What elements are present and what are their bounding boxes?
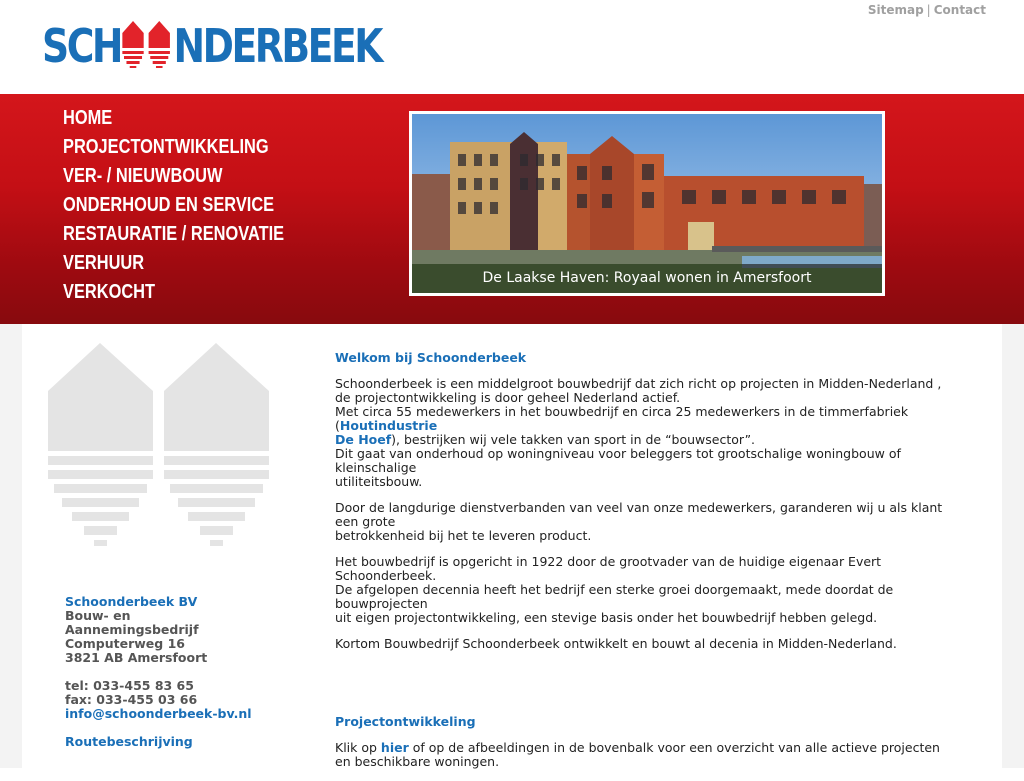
commitment-text-a: Door de langdurige dienstverbanden van veel van onze medewerkers, garanderen wij u als klant een grote (335, 500, 943, 529)
history-text-a: Het bouwbedrijf is opgericht in 1922 door de grootvader van de huidige eigenaar Evert Schoonderbeek. (335, 554, 882, 583)
address-street: Computerweg 16 (65, 636, 185, 651)
history-text-c: uit eigen projectontwikkeling, een stevige basis onder het bouwbedrijf hebben gelegd. (335, 610, 878, 625)
site-logo[interactable] (42, 18, 455, 76)
history-paragraph (335, 555, 955, 625)
nav-item-verkocht[interactable]: VERKOCHT (63, 281, 156, 303)
top-link-separator: | (926, 3, 931, 17)
contact-link[interactable]: Contact (933, 3, 986, 17)
logo-house-icons (121, 19, 173, 80)
hier-link[interactable]: hier (380, 740, 409, 755)
featured-project-photo[interactable] (409, 111, 885, 296)
address-tel: tel: 033-455 83 65 (65, 678, 194, 693)
photo-caption: De Laakse Haven: Royaal wonen in Amersfoort (412, 264, 882, 293)
de-hoef-link[interactable]: De Hoef (335, 432, 392, 447)
commitment-text-b: betrokkenheid bij het te leveren product. (335, 528, 592, 543)
address-fax: fax: 033-455 03 66 (65, 692, 198, 707)
address-gap-2 (65, 721, 285, 735)
address-line-2: Aannemingsbedrijf (65, 622, 199, 637)
nav-item-home[interactable]: HOME (63, 107, 113, 129)
main-nav (63, 104, 333, 307)
route-link[interactable]: Routebeschrijving (65, 734, 193, 749)
intro-paragraph (335, 377, 955, 489)
intro-text-b: Met circa 55 medewerkers in het bouwbedrijf en circa 25 medewerkers in de timmerfabriek ( (335, 404, 909, 433)
house-watermark-icon (48, 343, 270, 573)
address-gap (65, 665, 285, 679)
company-address (65, 595, 285, 749)
intro-text-d: Dit gaat van onderhoud op woningniveau voor beleggers tot grootschalige woningbouw of kleinschalige (335, 446, 901, 475)
proj-text-a: Klik op (335, 740, 381, 755)
company-name: Schoonderbeek BV (65, 594, 198, 609)
projectontwikkeling-title: Projectontwikkeling (335, 714, 476, 729)
intro-text-a: Schoonderbeek is een middelgroot bouwbedrijf dat zich richt op projecten in Midden-Nederland , de projectontwikkeling is door geheel Nederland actief. (335, 376, 942, 405)
nav-item-projectontwikkeling[interactable]: PROJECTONTWIKKELING (63, 136, 269, 158)
commitment-paragraph (335, 501, 955, 543)
section-spacer (335, 663, 955, 715)
intro-text-c: ), bestrijken wij vele takken van sport in de “bouwsector”. (391, 432, 756, 447)
intro-text-e: utiliteitsbouw. (335, 474, 423, 489)
nav-item-restauratie[interactable]: RESTAURATIE / RENOVATIE (63, 223, 285, 245)
nav-item-nieuwbouw[interactable]: VER- / NIEUWBOUW (63, 165, 223, 187)
logo-wordmark (42, 19, 381, 80)
address-line-1: Bouw- en (65, 608, 131, 623)
site-header (0, 0, 1024, 94)
logo-text-right: NDERBEEK (173, 18, 382, 73)
address-city: 3821 AB Amersfoort (65, 650, 208, 665)
email-link[interactable]: info@schoonderbeek-bv.nl (65, 706, 252, 721)
nav-item-verhuur[interactable]: VERHUUR (63, 252, 145, 274)
hero-banner (0, 94, 1024, 324)
logo-text-left: SCH (42, 18, 122, 73)
nav-item-onderhoud[interactable]: ONDERHOUD EN SERVICE (63, 194, 275, 216)
projectontwikkeling-paragraph (335, 741, 955, 769)
summary-paragraph: Kortom Bouwbedrijf Schoonderbeek ontwikkelt en bouwt al decenia in Midden-Nederland. (335, 636, 897, 651)
proj-text-b: of op de afbeeldingen in de bovenbalk voor een overzicht van alle actieve projecten en beschikbare woningen. (335, 740, 940, 769)
sitemap-link[interactable]: Sitemap (867, 3, 924, 17)
top-links (868, 3, 986, 17)
history-text-b: De afgelopen decennia heeft het bedrijf een sterke groei doorgemaakt, mede doordat de bouwprojecten (335, 582, 894, 611)
houtindustrie-link[interactable]: Houtindustrie (339, 418, 438, 433)
welcome-title: Welkom bij Schoonderbeek (335, 350, 527, 365)
main-content (335, 351, 955, 781)
